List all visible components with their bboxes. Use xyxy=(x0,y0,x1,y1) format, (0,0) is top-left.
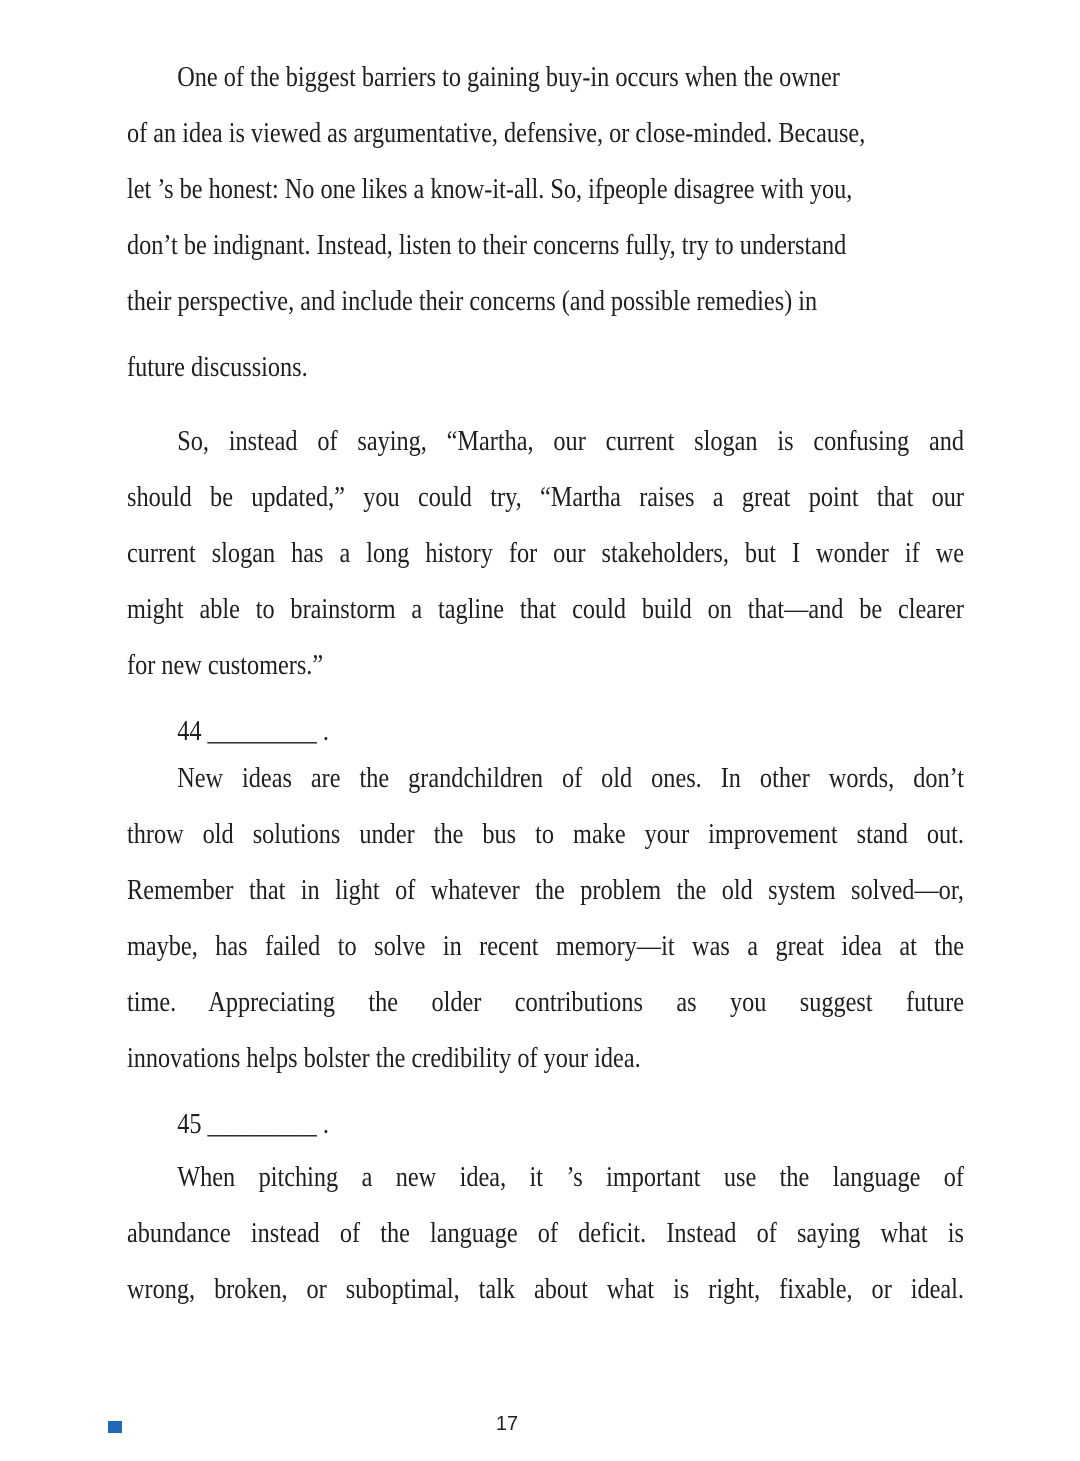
question-44-blank-line: 44 _________ . xyxy=(177,715,329,747)
text-line: time. Appreciating the older contributions as you suggest future xyxy=(127,986,964,1018)
text-line: current slogan has a long history for our stakeholders, but I wonder if we xyxy=(127,537,964,569)
text-line: don’t be indignant. Instead, listen to their concerns fully, try to understand xyxy=(127,229,847,261)
paragraph-4 xyxy=(127,1149,964,1317)
text-line: One of the biggest barriers to gaining buy-in occurs when the owner xyxy=(177,61,840,93)
text-line: might able to brainstorm a tagline that could build on that—and be clearer xyxy=(127,593,964,625)
question-45 xyxy=(127,1096,964,1152)
question-45-blank-line: 45 _________ . xyxy=(177,1108,329,1140)
paragraph-3 xyxy=(127,750,964,1086)
text-line: of an idea is viewed as argumentative, defensive, or close-minded. Because, xyxy=(127,117,866,149)
blue-square-marker xyxy=(108,1421,122,1433)
text-line: New ideas are the grandchildren of old ones. In other words, don’t xyxy=(177,762,964,794)
page-number: 17 xyxy=(495,1413,519,1435)
text-line: innovations helps bolster the credibility of your idea. xyxy=(127,1042,641,1074)
text-line: So, instead of saying, “Martha, our current slogan is confusing and xyxy=(177,425,964,457)
text-line: abundance instead of the language of deficit. Instead of saying what is xyxy=(127,1217,964,1249)
text-line: wrong, broken, or suboptimal, talk about what is right, fixable, or ideal. xyxy=(127,1273,964,1305)
text-line: their perspective, and include their concerns (and possible remedies) in xyxy=(127,285,818,317)
text-line: should be updated,” you could try, “Martha raises a great point that our xyxy=(127,481,964,513)
text-line: for new customers.” xyxy=(127,649,324,681)
paragraph-1 xyxy=(127,49,964,395)
text-line: When pitching a new idea, it ’s important use the language of xyxy=(177,1161,964,1193)
text-line: maybe, has failed to solve in recent memory—it was a great idea at the xyxy=(127,930,964,962)
text-line: future discussions. xyxy=(127,351,308,383)
text-line: let ’s be honest: No one likes a know-it-all. So, ifpeople disagree with you, xyxy=(127,173,853,205)
paragraph-2 xyxy=(127,413,964,693)
text-line: Remember that in light of whatever the problem the old system solved—or, xyxy=(127,874,964,906)
text-line: throw old solutions under the bus to make your improvement stand out. xyxy=(127,818,964,850)
